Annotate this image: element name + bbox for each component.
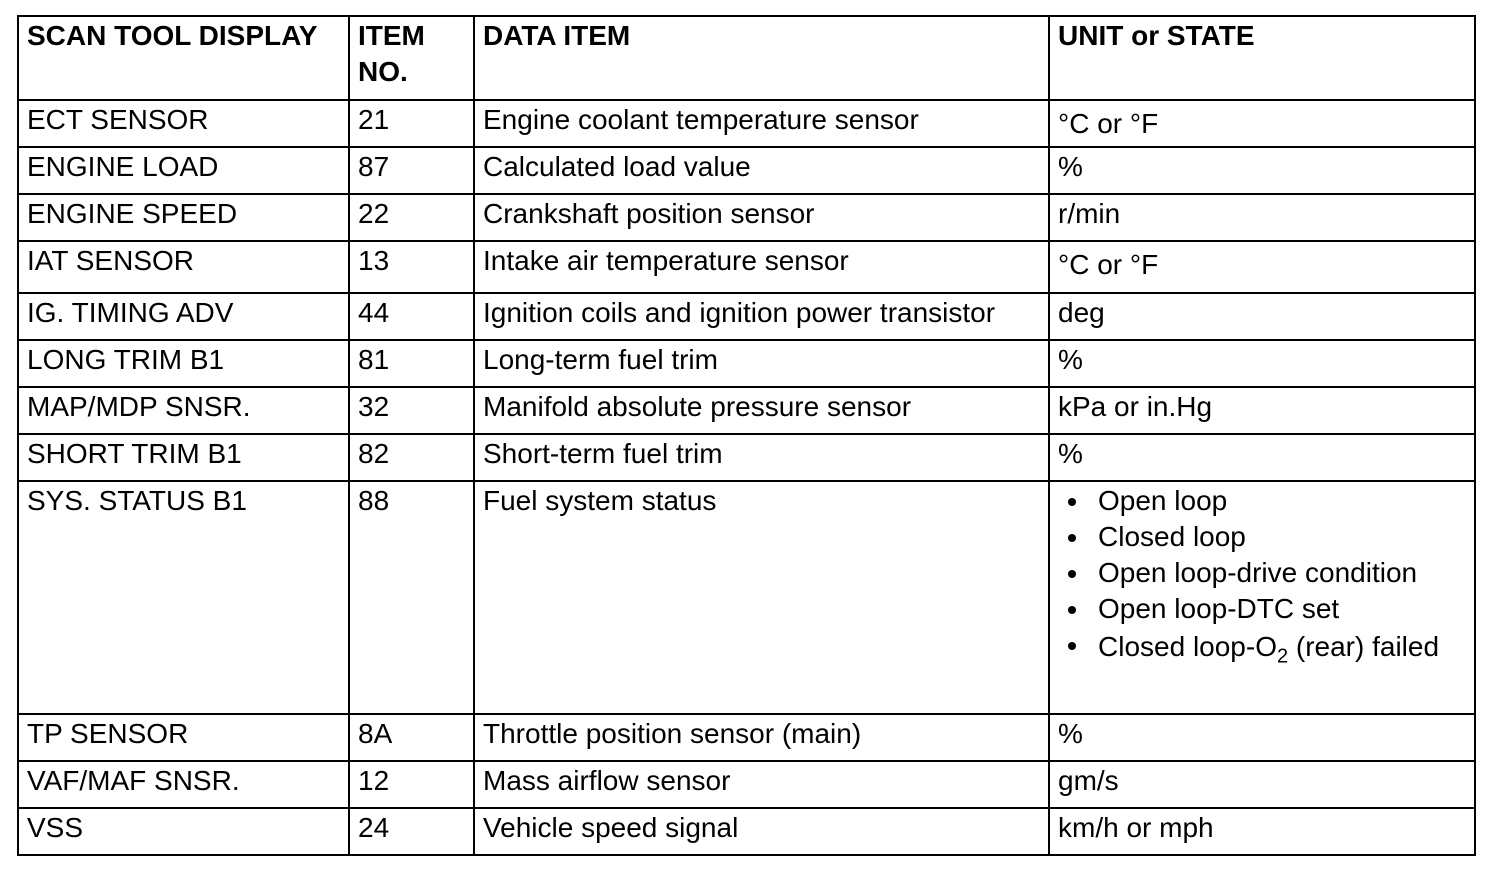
state-subscript: 2: [1276, 645, 1289, 668]
scan-tool-data-table: [17, 15, 1476, 856]
cell-data-item: Long-term fuel trim: [474, 340, 1049, 387]
list-item: Open loop: [1058, 483, 1466, 519]
cell-data-item: Crankshaft position sensor: [474, 194, 1049, 241]
list-item: [1058, 627, 1466, 667]
cell-unit: gm/s: [1049, 761, 1475, 808]
cell-item-no: 12: [349, 761, 474, 808]
cell-display: ENGINE LOAD: [18, 147, 349, 194]
table-row: [18, 340, 1475, 387]
cell-display: SYS. STATUS B1: [18, 481, 349, 714]
cell-item-no: 22: [349, 194, 474, 241]
cell-display: IAT SENSOR: [18, 241, 349, 293]
table-row: [18, 481, 1475, 714]
table-row: [18, 241, 1475, 293]
cell-data-item: Intake air temperature sensor: [474, 241, 1049, 293]
cell-item-no: 21: [349, 100, 474, 147]
list-item: Open loop-drive condition: [1058, 555, 1466, 591]
list-item: Open loop-DTC set: [1058, 591, 1466, 627]
cell-display: SHORT TRIM B1: [18, 434, 349, 481]
cell-unit: °C or °F: [1049, 100, 1475, 147]
cell-data-item: Manifold absolute pressure sensor: [474, 387, 1049, 434]
cell-unit: °C or °F: [1049, 241, 1475, 293]
table-row: [18, 808, 1475, 855]
state-suffix: (rear) failed: [1288, 631, 1440, 662]
header-unit-or-state: UNIT or STATE: [1049, 16, 1475, 100]
cell-unit: deg: [1049, 293, 1475, 340]
cell-data-item: Engine coolant temperature sensor: [474, 100, 1049, 147]
table-row: [18, 434, 1475, 481]
table-header-row: [18, 16, 1475, 100]
header-data-item: DATA ITEM: [474, 16, 1049, 100]
table-row: [18, 194, 1475, 241]
cell-data-item: Mass airflow sensor: [474, 761, 1049, 808]
header-item-no: ITEM NO.: [349, 16, 474, 100]
cell-item-no: 81: [349, 340, 474, 387]
cell-data-item: Fuel system status: [474, 481, 1049, 714]
state-prefix: Closed loop-O: [1098, 631, 1277, 662]
cell-data-item: Throttle position sensor (main): [474, 714, 1049, 761]
header-scan-tool-display: SCAN TOOL DISPLAY: [18, 16, 349, 100]
table-row: [18, 147, 1475, 194]
cell-data-item: Short-term fuel trim: [474, 434, 1049, 481]
table-row: [18, 714, 1475, 761]
cell-data-item: Vehicle speed signal: [474, 808, 1049, 855]
cell-display: LONG TRIM B1: [18, 340, 349, 387]
cell-item-no: 32: [349, 387, 474, 434]
table-row: [18, 100, 1475, 147]
cell-data-item: Ignition coils and ignition power transistor: [474, 293, 1049, 340]
cell-item-no: 44: [349, 293, 474, 340]
cell-item-no: 87: [349, 147, 474, 194]
cell-display: ECT SENSOR: [18, 100, 349, 147]
cell-unit: kPa or in.Hg: [1049, 387, 1475, 434]
fuel-system-states-list: [1058, 483, 1466, 667]
cell-item-no: 24: [349, 808, 474, 855]
cell-unit: km/h or mph: [1049, 808, 1475, 855]
cell-unit: %: [1049, 434, 1475, 481]
list-item: Closed loop: [1058, 519, 1466, 555]
cell-display: VSS: [18, 808, 349, 855]
cell-display: TP SENSOR: [18, 714, 349, 761]
cell-unit: %: [1049, 147, 1475, 194]
cell-unit: r/min: [1049, 194, 1475, 241]
cell-data-item: Calculated load value: [474, 147, 1049, 194]
cell-display: MAP/MDP SNSR.: [18, 387, 349, 434]
cell-unit: %: [1049, 340, 1475, 387]
cell-item-no: 8A: [349, 714, 474, 761]
cell-unit: %: [1049, 714, 1475, 761]
cell-states: [1049, 481, 1475, 714]
cell-display: ENGINE SPEED: [18, 194, 349, 241]
cell-item-no: 13: [349, 241, 474, 293]
cell-display: IG. TIMING ADV: [18, 293, 349, 340]
cell-display: VAF/MAF SNSR.: [18, 761, 349, 808]
table-row: [18, 293, 1475, 340]
table-row: [18, 387, 1475, 434]
cell-item-no: 88: [349, 481, 474, 714]
table-row: [18, 761, 1475, 808]
cell-item-no: 82: [349, 434, 474, 481]
